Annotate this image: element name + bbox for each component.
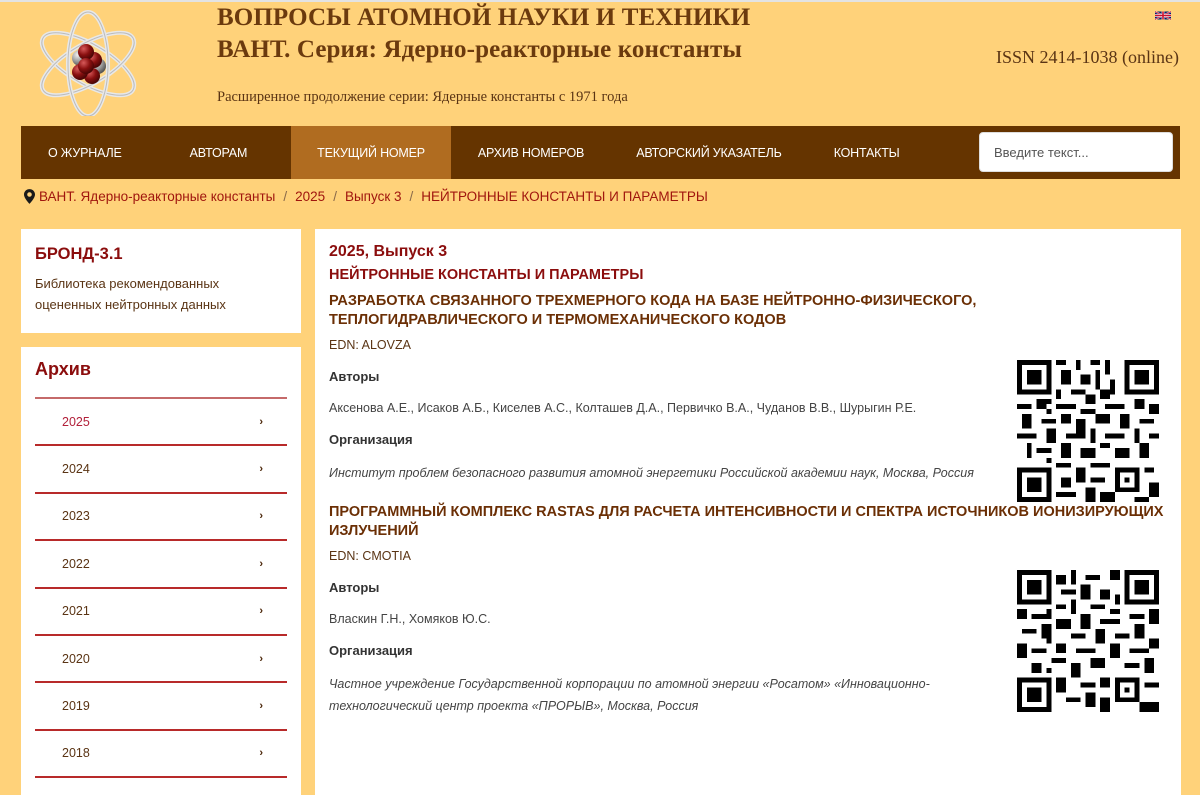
top-border <box>0 0 1200 2</box>
organization-label: Организация <box>329 432 413 447</box>
nav-author-index[interactable]: АВТОРСКИЙ УКАЗАТЕЛЬ <box>636 145 782 160</box>
issn-text: ISSN 2414-1038 (online) <box>996 47 1179 67</box>
qr-code-icon[interactable] <box>1017 360 1159 502</box>
nav-contacts[interactable]: КОНТАКТЫ <box>833 145 900 160</box>
archive-year-2025[interactable] <box>35 399 287 446</box>
series-title: ВАНТ. Серия: Ядерно-реакторные константы <box>217 36 742 63</box>
archive-year-2022[interactable] <box>35 541 287 588</box>
year-label: 2019 <box>62 699 90 714</box>
archive-year-2018[interactable] <box>35 731 287 778</box>
archive-year-2020[interactable] <box>35 636 287 683</box>
authors-label: Авторы <box>329 369 380 384</box>
article-authors: Власкин Г.Н., Хомяков Ю.С. <box>329 612 491 626</box>
article-title-link[interactable]: РАЗРАБОТКА СВЯЗАННОГО ТРЕХМЕРНОГО КОДА НА БАЗЕ НЕЙТРОННО-ФИЗИЧЕСКОГО, ТЕПЛОГИДРАВЛИЧЕСКОГО И ТЕРМОМЕХАНИЧЕСКОГО КОДОВ <box>329 293 977 328</box>
nav-archive[interactable]: АРХИВ НОМЕРОВ <box>477 145 585 160</box>
authors-label: Авторы <box>329 580 380 595</box>
nav-about[interactable]: О ЖУРНАЛЕ <box>48 145 122 160</box>
article-edn: EDN: ALOVZA <box>329 338 411 352</box>
chevron-right-icon: › <box>259 652 263 665</box>
year-label: 2023 <box>62 509 90 524</box>
map-marker-icon <box>24 189 35 204</box>
archive-year-2019[interactable] <box>35 683 287 730</box>
breadcrumb <box>24 189 708 204</box>
organization-label: Организация <box>329 643 413 658</box>
archive-card <box>21 347 301 795</box>
breadcrumb-journal[interactable]: ВАНТ. Ядерно-реакторные константы <box>39 189 276 204</box>
nav-current-issue[interactable]: ТЕКУЩИЙ НОМЕР <box>291 126 451 179</box>
archive-year-2021[interactable] <box>35 589 287 636</box>
bronde-description: Библиотека рекомендованных оцененных нейтронных данных <box>35 276 226 312</box>
breadcrumb-section[interactable]: НЕЙТРОННЫЕ КОНСТАНТЫ И ПАРАМЕТРЫ <box>421 189 708 204</box>
year-label: 2025 <box>62 414 90 429</box>
breadcrumb-separator: / <box>333 189 337 204</box>
article-authors: Аксенова А.Е., Исаков А.Б., Киселев А.С., Колташев Д.А., Первичко В.А., Чуданов В.В., Шурыгин Р.Е. <box>329 401 917 415</box>
bronde-title[interactable]: БРОНД-3.1 <box>35 245 123 263</box>
article-organization: Частное учреждение Государственной корпорации по атомной энергии «Росатом» «Инновационно-технологический центр проекта «ПРОРЫВ», Москва, Россия <box>329 677 930 713</box>
main-content <box>315 229 1181 795</box>
year-label: 2018 <box>62 746 90 761</box>
chevron-right-icon: › <box>259 557 263 570</box>
article-item <box>329 292 1167 484</box>
chevron-right-icon: › <box>259 605 263 618</box>
chevron-right-icon: › <box>259 700 263 713</box>
archive-title: Архив <box>35 357 287 399</box>
archive-year-2023[interactable] <box>35 494 287 541</box>
breadcrumb-year[interactable]: 2025 <box>295 189 326 204</box>
issue-title: 2025, Выпуск 3 <box>329 243 448 260</box>
breadcrumb-separator: / <box>283 189 288 204</box>
chevron-right-icon: › <box>259 415 263 428</box>
article-organization: Институт проблем безопасного развития атомной энергетики Российской академии наук, Москва, Россия <box>329 466 974 480</box>
journal-subtitle: Расширенное продолжение серии: Ядерные константы с 1971 года <box>217 89 628 105</box>
year-label: 2024 <box>62 462 90 477</box>
qr-code-icon[interactable] <box>1017 570 1159 712</box>
uk-flag-icon[interactable] <box>1155 10 1171 21</box>
journal-title: ВОПРОСЫ АТОМНОЙ НАУКИ И ТЕХНИКИ <box>217 4 751 31</box>
chevron-right-icon: › <box>259 510 263 523</box>
archive-year-2024[interactable] <box>35 446 287 493</box>
nav-authors[interactable]: АВТОРАМ <box>189 145 248 160</box>
article-item <box>329 503 1167 717</box>
section-title: НЕЙТРОННЫЕ КОНСТАНТЫ И ПАРАМЕТРЫ <box>329 267 644 283</box>
chevron-right-icon: › <box>259 463 263 476</box>
article-title-link[interactable]: ПРОГРАММНЫЙ КОМПЛЕКС RASTAS ДЛЯ РАСЧЕТА ИНТЕНСИВНОСТИ И СПЕКТРА ИСТОЧНИКОВ ИОНИЗИРУЮЩИХ ИЗЛУЧЕНИЙ <box>329 504 1164 539</box>
year-label: 2022 <box>62 556 90 571</box>
article-edn: EDN: CMOTIA <box>329 549 411 563</box>
year-label: 2020 <box>62 651 90 666</box>
year-label: 2021 <box>62 604 90 619</box>
breadcrumb-separator: / <box>409 189 414 204</box>
breadcrumb-issue[interactable]: Выпуск 3 <box>344 189 402 204</box>
chevron-right-icon: › <box>259 747 263 760</box>
atom-logo-icon[interactable] <box>30 8 146 116</box>
bronde-card[interactable] <box>21 229 301 333</box>
search-input[interactable] <box>979 132 1173 172</box>
